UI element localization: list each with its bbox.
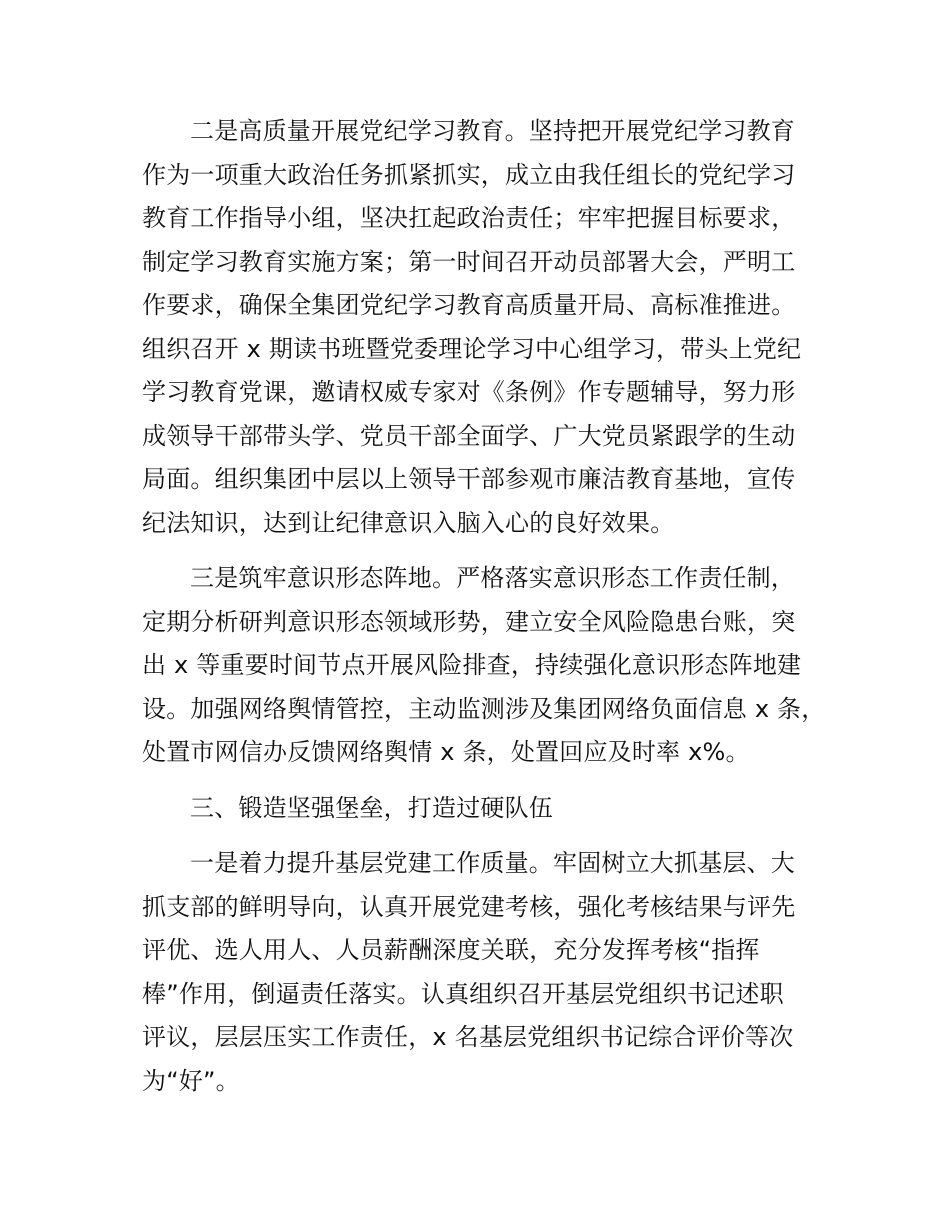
paragraph-party-discipline-education <box>142 110 842 545</box>
text-line: 为“好”。 <box>142 1066 240 1095</box>
text-line: 成领导干部带头学、党员干部全面学、广大党员紧跟学的生动 <box>142 421 796 450</box>
text-line: 作为一项重大政治任务抓紧抓实，成立由我任组长的党纪学习 <box>142 160 796 189</box>
text-line: 纪法知识，达到让纪律意识入脑入心的良好效果。 <box>142 508 675 537</box>
text-line: 评议，层层压实工作责任，x 名基层党组织书记综合评价等次 <box>142 1023 794 1051</box>
text-line: 学习教育党课，邀请权威专家对《条例》作专题辅导，努力形 <box>142 378 796 406</box>
text-line: 一是着力提升基层党建工作质量。牢固树立大抓基层、大 <box>190 849 795 877</box>
text-line: 局面。组织集团中层以上领导干部参观市廉洁教育基地，宣传 <box>142 465 796 493</box>
text-line: 评优、选人用人、人员薪酬深度关联，充分发挥考核“指挥 <box>142 936 760 964</box>
text-line: 组织召开 x 期读书班暨党委理论学习中心组学习，带头上党纪 <box>142 334 802 363</box>
text-line: 处置市网信办反馈网络舆情 x 条，处置回应及时率 x%。 <box>142 738 750 766</box>
text-line: 作要求，确保全集团党纪学习教育高质量开局、高标准推进。 <box>142 291 796 319</box>
heading-line: 三、锻造坚强堡垒，打造过硬队伍 <box>190 793 553 822</box>
text-line: 教育工作指导小组，坚决扛起政治责任；牢牢把握目标要求， <box>142 204 796 232</box>
text-line: 抓支部的鲜明导向，认真开展党建考核，强化考核结果与评先 <box>142 892 796 921</box>
section-heading <box>142 787 842 831</box>
text-line: 设。加强网络舆情管控，主动监测涉及集团网络负面信息 x 条， <box>142 694 826 723</box>
document-body <box>142 110 842 1115</box>
text-line: 三是筑牢意识形态阵地。严格落实意识形态工作责任制， <box>190 564 795 592</box>
text-line: 棒”作用，倒逼责任落实。认真组织召开基层党组织书记述职 <box>142 979 784 1008</box>
paragraph-ideology-front <box>142 557 842 775</box>
text-line: 二是高质量开展党纪学习教育。坚持把开展党纪学习教育 <box>190 117 795 145</box>
text-line: 定期分析研判意识形态领域形势，建立安全风险隐患台账，突 <box>142 607 796 636</box>
text-line: 出 x 等重要时间节点开展风险排查，持续强化意识形态阵地建 <box>142 651 802 679</box>
paragraph-grassroots-party-building <box>142 842 842 1103</box>
text-line: 制定学习教育实施方案；第一时间召开动员部署大会，严明工 <box>142 247 796 276</box>
